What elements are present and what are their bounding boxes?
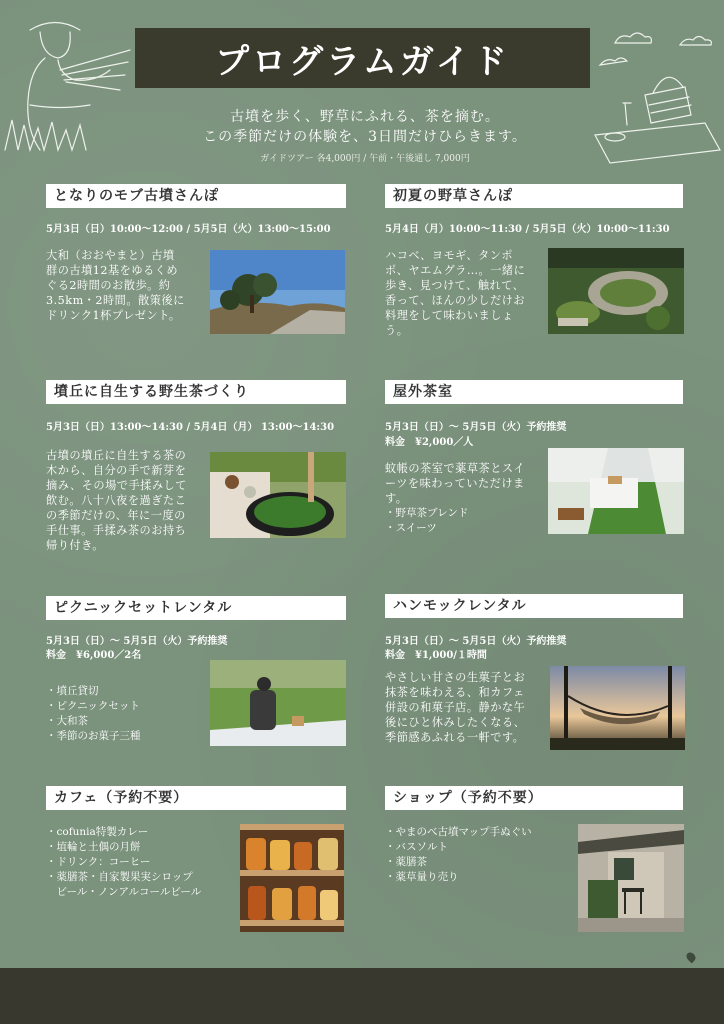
section-body: 古墳の墳丘に自生する茶の 木から、自分の手で新芽を 摘み、その場で手揉みして 飲む。八十八夜を過ぎたこ の季節だけの、年に一度の 手仕事。手揉み茶のお持ち 帰り付き。 [46, 449, 187, 552]
section-items: ・野草茶ブレンド ・スイーツ [385, 507, 469, 534]
syrup-jars-photo [240, 824, 344, 932]
guide-tour-price: ガイドツアー 各4,000円 / 午前・午後通し 7,000円 [260, 154, 470, 164]
section-kofun-walk-header [46, 184, 346, 208]
section-price: 料金 ¥6,000／2名 [46, 650, 142, 661]
section-title: ピクニックセットレンタル [54, 600, 233, 616]
intro-line-1: 古墳を歩く、野草にふれる、茶を摘む。 [230, 109, 500, 125]
section-items: ・cofunia特製カレー ・埴輪と土偶の月餅 ・ドリンク：コーヒー ・薬膳茶・自家製果実シロップ ビール・ノンアルコールビール [46, 826, 202, 898]
section-date: 5月3日（日）～ 5月5日（火）予約推奨 [385, 422, 567, 433]
section-outdoor-tea-header [385, 380, 683, 404]
section-date: 5月3日（日）～ 5月5日（火）予約推奨 [385, 636, 567, 647]
section-title: ハンモックレンタル [393, 598, 527, 614]
page-title: プログラムガイド [215, 42, 510, 82]
section-items: ・墳丘貸切 ・ピクニックセット ・大和茶 ・季節のお菓子三種 [46, 685, 141, 742]
section-body: 大和（おおやまと）古墳 群の古墳12基をゆるくめ ぐる2時間のお散歩。約 3.5km・2時間。散策後に ドリンク1杯プレゼント。 [46, 249, 185, 322]
section-title: 初夏の野草さんぽ [393, 188, 513, 204]
kofun-tree-photo [210, 250, 345, 334]
section-tea-making-header [46, 380, 346, 404]
section-items: ・やまのべ古墳マップ手ぬぐい ・バスソルト ・薬膳茶 ・薬草量り売り [385, 826, 532, 883]
section-body: ハコベ、ヨモギ、タンポ ポ、ヤエムグラ…。一緒に 歩き、見つけて、触れて、 香って、ほんの少しだけお 料理をして味わいましょ う。 [385, 249, 526, 337]
intro-line-2: この季節だけの体験を、3日間だけひらきます。 [203, 129, 527, 145]
section-body: やさしい甘さの生菓子とお 抹茶を味わえる、和カフェ 併設の和菓子店。静かな午 後にひと休みしたくなる、 季節感あふれる一軒です。 [385, 671, 526, 744]
section-date: 5月3日（日）10:00～12:00 / 5月5日（火）13:00～15:00 [46, 224, 331, 235]
section-date: 5月3日（日）～ 5月5日（火）予約推奨 [46, 636, 228, 647]
hammock-photo [550, 666, 685, 750]
section-title: 墳丘に自生する野生茶づくり [54, 384, 249, 400]
section-cafe-header [46, 786, 346, 810]
herb-garden-photo [548, 248, 684, 334]
section-title: 屋外茶室 [393, 384, 453, 400]
section-price: 料金 ¥1,000/１時間 [385, 650, 487, 661]
picnic-photo [210, 660, 346, 746]
bottom-band [0, 968, 724, 1024]
mosquito-net-tearoom-photo [548, 448, 684, 534]
section-title: ショップ（予約不要） [393, 790, 543, 806]
shop-storefront-photo [578, 824, 684, 932]
section-date: 5月3日（日）13:00～14:30 / 5月4日（月） 13:00～14:30 [46, 422, 335, 433]
picnic-illustration-icon [585, 25, 724, 175]
section-hammock-header [385, 594, 683, 618]
tea-pan-photo [210, 452, 346, 538]
section-picnic-header [46, 596, 346, 620]
farmer-illustration-icon [0, 10, 135, 155]
section-shop-header [385, 786, 683, 810]
section-date: 5月4日（月）10:00～11:30 / 5月5日（火）10:00～11:30 [385, 224, 670, 235]
section-title: となりのモブ古墳さんぽ [54, 188, 219, 204]
section-body: 蚊帳の茶室で薬草茶とスイ ーツを味わっていただけま す。 [385, 462, 526, 505]
section-wild-herbs-header [385, 184, 683, 208]
section-price: 料金 ¥2,000／人 [385, 437, 474, 448]
section-title: カフェ（予約不要） [54, 790, 189, 806]
